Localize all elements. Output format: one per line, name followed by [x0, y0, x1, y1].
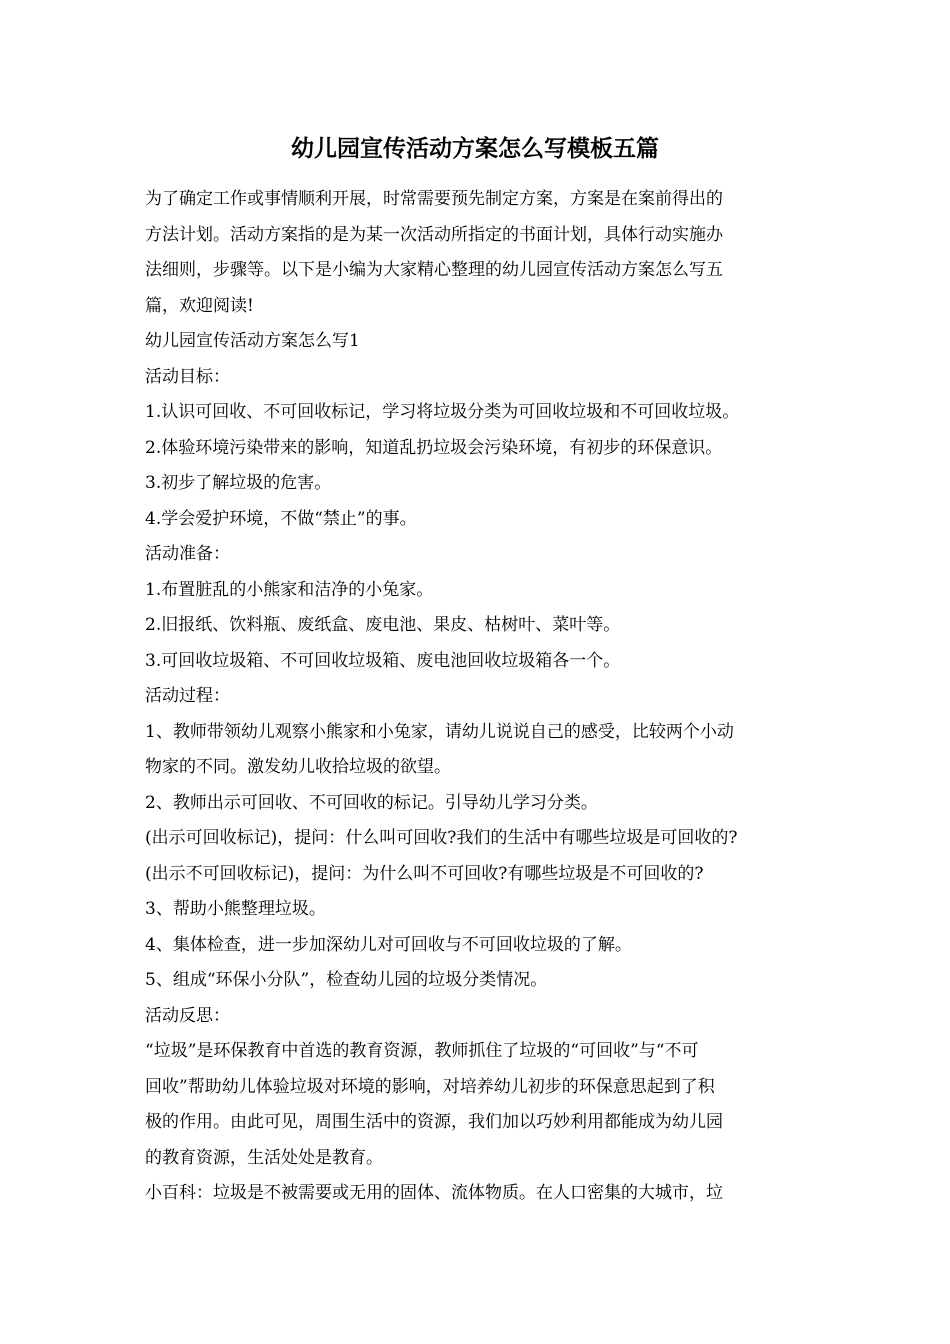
- text-line: “垃圾”是环保教育中首选的教育资源，教师抓住了垃圾的“可回收”与“不可: [145, 1041, 699, 1061]
- list-item: 3.可回收垃圾箱、不可回收垃圾箱、废电池回收垃圾箱各一个。: [145, 650, 621, 671]
- list-item: 1、教师带领幼儿观察小熊家和小兔家，请幼儿说说自己的感受，比较两个小动: [145, 721, 734, 742]
- subheading: 活动准备：: [145, 544, 230, 564]
- list-item: 2、教师出示可回收、不可回收的标记。引导幼儿学习分类。: [145, 792, 598, 813]
- list-item: 4.学会爱护环境，不做“禁止”的事。: [145, 508, 417, 529]
- section-heading: 幼儿园宣传活动方案怎么写1: [145, 331, 360, 351]
- list-item: 4、集体检查，进一步加深幼儿对可回收与不可回收垃圾的了解。: [145, 934, 632, 955]
- text-line: 小百科：垃圾是不被需要或无用的固体、流体物质。在人口密集的大城市，垃: [145, 1183, 723, 1203]
- text-line: 方法计划。活动方案指的是为某一次活动所指定的书面计划，具体行动实施办: [145, 224, 723, 245]
- subheading: 活动反思：: [145, 1005, 230, 1026]
- list-item: 2.体验环境污染带来的影响，知道乱扔垃圾会污染环境，有初步的环保意识。: [145, 437, 723, 458]
- text-line: 法细则，步骤等。以下是小编为大家精心整理的幼儿园宣传活动方案怎么写五: [145, 260, 723, 280]
- text-line: (出示可回收标记)，提问：什么叫可回收?我们的生活中有哪些垃圾是可回收的?: [145, 828, 738, 848]
- text-line: 极的作用。由此可见，周围生活中的资源，我们加以巧妙利用都能成为幼儿园: [145, 1112, 723, 1132]
- text-line: 的教育资源，生活处处是教育。: [145, 1147, 383, 1168]
- list-item: 1.布置脏乱的小熊家和洁净的小兔家。: [145, 579, 434, 600]
- document-body: [145, 182, 810, 1212]
- list-item: 5、组成“环保小分队”，检查幼儿园的垃圾分类情况。: [145, 970, 548, 990]
- subheading: 活动过程：: [145, 686, 230, 706]
- text-line: 物家的不同。激发幼儿收拾垃圾的欲望。: [145, 757, 451, 777]
- subheading: 活动目标：: [145, 366, 230, 387]
- list-item: 1.认识可回收、不可回收标记，学习将垃圾分类为可回收垃圾和不可回收垃圾。: [145, 402, 740, 422]
- document-title: 幼儿园宣传活动方案怎么写模板五篇: [291, 135, 659, 162]
- list-item: 3.初步了解垃圾的危害。: [145, 473, 332, 493]
- text-line: 为了确定工作或事情顺利开展，时常需要预先制定方案，方案是在案前得出的: [145, 189, 723, 209]
- text-line: 篇，欢迎阅读!: [145, 295, 254, 316]
- text-line: 回收”帮助幼儿体验垃圾对环境的影响，对培养幼儿初步的环保意思起到了积: [145, 1076, 715, 1097]
- list-item: 3、帮助小熊整理垃圾。: [145, 899, 326, 919]
- text-line: (出示不可回收标记)，提问：为什么叫不可回收?有哪些垃圾是不可回收的?: [145, 863, 704, 884]
- list-item: 2.旧报纸、饮料瓶、废纸盒、废电池、果皮、枯树叶、菜叶等。: [145, 615, 621, 635]
